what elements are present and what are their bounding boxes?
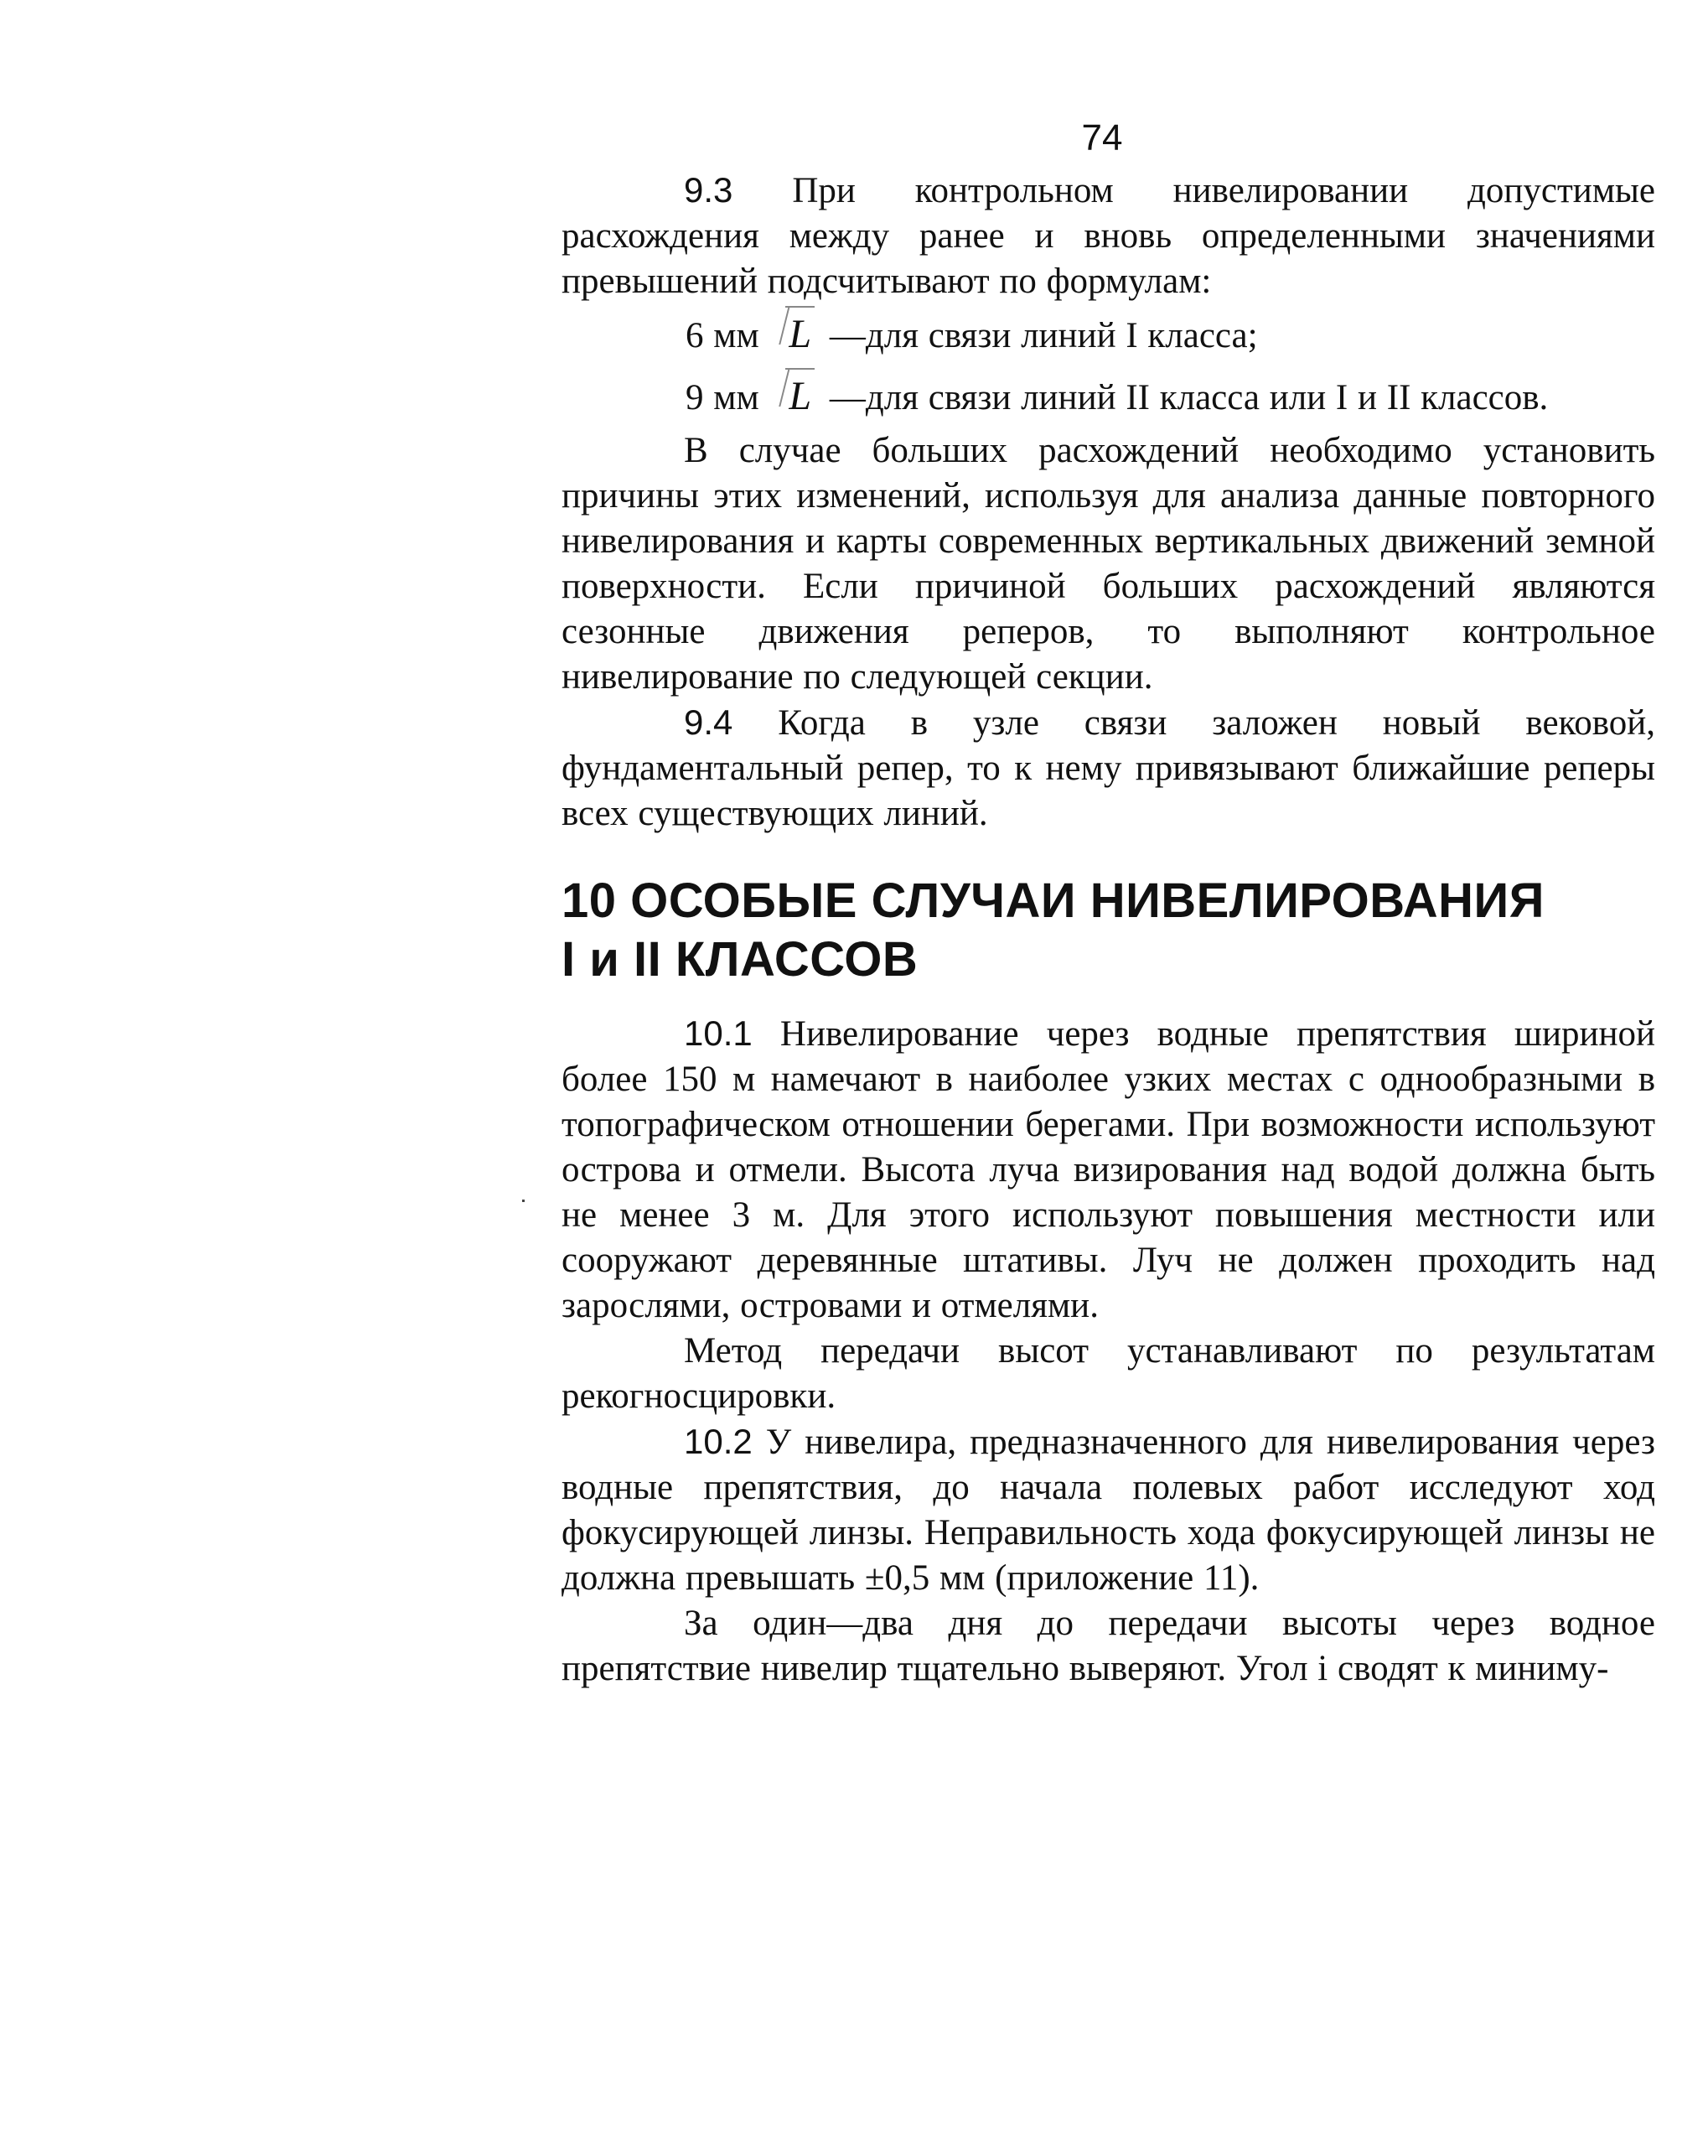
formula-class-1 [562,304,1655,366]
margin-mark [522,1200,525,1202]
paragraph-method: Метод передачи высот устанавливают по результатам рекогносцировки. [562,1331,1655,1416]
section-10-text [562,1011,1655,1692]
paragraph-text: При контрольном нивелировании допустимые расхождения между ранее и вновь определенными значениями превышений подсчитывают по формулам: [562,171,1656,301]
section-9-text [562,168,1655,837]
formula-coefficient: 6 мм [686,316,759,355]
paragraph-10-2 [562,1419,1655,1601]
heading-line-2: I и II КЛАССОВ [562,932,919,987]
paragraph-text: Нивелирование через водные препятствия шириной более 150 м намечают в наиболее узких местах с однообразными в топографическом отношении берегами. При возможности используют острова и отмели. Высота луча визирования над водой должна быть не менее 3 м. Для этого используют повышения местности или сооружают деревянные штативы. Луч не должен проходить над зарослями, островами и отмелями. [562,1014,1655,1325]
paragraph-9-4 [562,700,1655,837]
sqrt-symbol: L [769,304,820,365]
paragraph-text: У нивелира, предназначенного для нивелирования через водные препятствия, до начала полевых работ исследуют ход фокусирующей линзы. Неправильность хода фокусирующей линзы не должна превышать ±0,5 мм (приложение 11). [562,1423,1655,1598]
clause-number: 9.3 [684,170,733,210]
section-10-heading [562,872,1668,989]
paragraph-text: Когда в узле связи заложен новый вековой, фундаментальный репер, то к нему привязывают ближайшие реперы всех существующих линий. [562,703,1656,833]
clause-number: 10.2 [684,1422,753,1461]
formula-class-2 [562,366,1655,428]
formula-description: —для связи линий I класса; [829,316,1258,355]
paragraph-large-differences: В случае больших расхождений необходимо установить причины этих изменений, используя для анализа данные повторного нивелирования и карты современных вертикальных движений земной поверхности. Если причиной больших расхождений являются сезонные движения реперов, то выполняют контрольное нивелирование по следующей секции. [562,431,1655,697]
clause-number: 10.1 [684,1013,753,1053]
clause-number: 9.4 [684,702,733,742]
heading-line-1: 10 ОСОБЫЕ СЛУЧАИ НИВЕЛИРОВАНИЯ [562,873,1545,928]
formula-coefficient: 9 мм [686,378,759,417]
paragraph-10-1 [562,1011,1655,1329]
page-number: 74 [1081,117,1123,158]
paragraph-9-3 [562,168,1655,304]
sqrt-symbol: L [769,366,820,427]
paragraph-last: За один—два дня до передачи высоты через водное препятствие нивелир тщательно выверяют. Угол i сводят к миниму- [562,1604,1655,1688]
formula-description: —для связи линий II класса или I и II классов. [829,378,1549,417]
